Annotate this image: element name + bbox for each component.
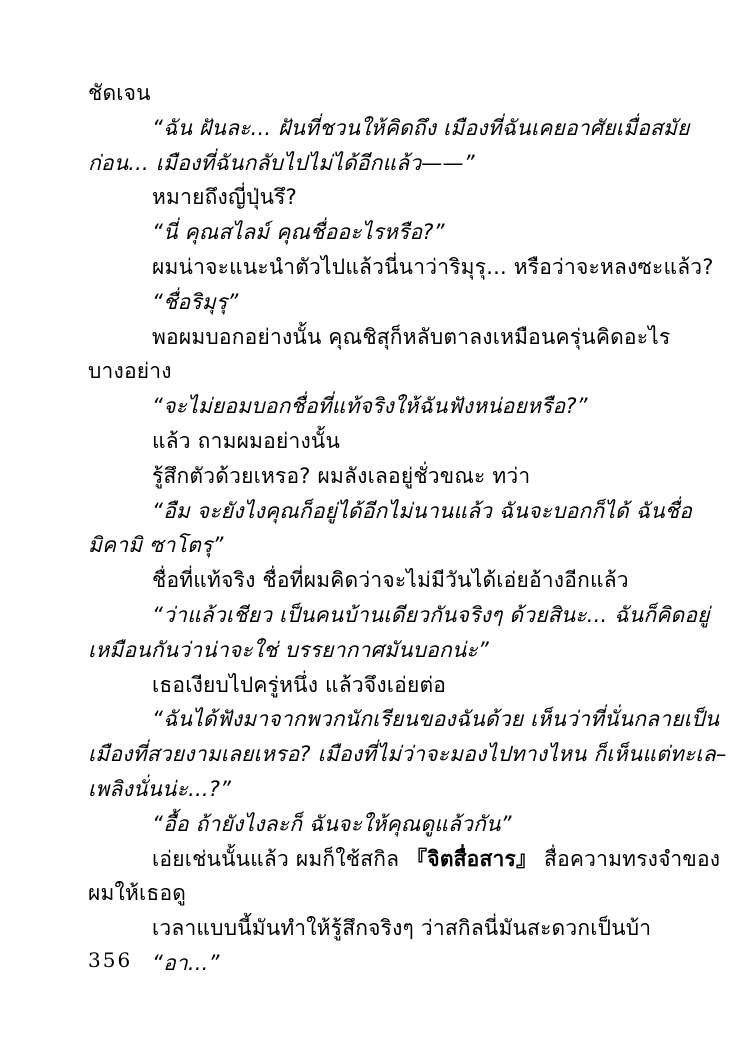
text-run: “ว่าแล้วเชียว เป็นคนบ้านเดียวกันจริงๆ ด้วยสินะ... ฉันก็คิดอยู่ xyxy=(152,602,710,627)
text-run: “นี่ คุณสไลม์ คุณชื่ออะไรหรือ?” xyxy=(152,220,445,245)
text-run: ผมให้เธอดู xyxy=(88,881,187,906)
text-line xyxy=(88,668,660,703)
text-run: เวลาแบบนี้มันทำให้รู้สึกจริงๆ ว่าสกิลนี่มันสะดวกเป็นบ้า xyxy=(152,916,652,941)
text-line xyxy=(88,563,660,598)
text-run: สื่อความทรงจำของ xyxy=(537,846,721,871)
text-line xyxy=(88,76,660,111)
text-line xyxy=(88,494,693,529)
text-line xyxy=(88,389,660,424)
text-run: “อา...” xyxy=(152,950,220,975)
text-line xyxy=(88,911,660,946)
page-number: 356 xyxy=(88,948,133,972)
text-line xyxy=(88,598,710,633)
text-run: บางอย่าง xyxy=(88,359,172,384)
text-run: เหมือนกันว่าน่าจะใช่ บรรยากาศมันบอกน่ะ” xyxy=(88,637,489,662)
text-run: ผมน่าจะแนะนำตัวไปแล้วนี่นาว่าริมุรุ... หรือว่าจะหลงซะแล้ว? xyxy=(152,254,714,279)
text-line xyxy=(88,215,660,250)
text-run: ชัดเจน xyxy=(88,81,151,105)
text-run: “อืม จะยังไงคุณก็อยู่ได้อีกไม่นานแล้ว ฉันจะบอกก็ได้ ฉันชื่อ xyxy=(152,498,693,523)
text-run: ชื่อที่แท้จริง ชื่อที่ผมคิดว่าจะไม่มีวันได้เอ่ยอ้างอีกแล้ว xyxy=(152,568,629,593)
text-run: เพลิงนั่นน่ะ...?” xyxy=(88,776,232,801)
text-run: รู้สึกตัวด้วยเหรอ? ผมลังเลอยู่ชั่วขณะ ทว่า xyxy=(152,463,531,488)
text-run: “ฉันได้ฟังมาจากพวกนักเรียนของฉันด้วย เห็นว่าที่นั่นกลายเป็น xyxy=(152,707,720,732)
text-line xyxy=(88,876,660,911)
text-run: ก่อน... เมืองที่ฉันกลับไปไม่ได้อีกแล้ว——” xyxy=(88,150,475,175)
text-line xyxy=(88,180,660,215)
text-run: เมืองที่สวยงามเลยเหรอ? เมืองที่ไม่ว่าจะมองไปทางไหน ก็เห็นแต่ทะเล– xyxy=(88,742,727,767)
text-line xyxy=(88,737,727,772)
text-run: “อื้อ ถ้ายังไงละก็ ฉันจะให้คุณดูแล้วกัน” xyxy=(152,811,512,836)
text-line xyxy=(88,424,660,459)
text-line xyxy=(88,459,660,494)
text-line xyxy=(88,772,660,807)
text-line xyxy=(88,354,660,389)
text-line xyxy=(88,633,660,668)
text-line xyxy=(88,842,721,877)
text-run: เธอเงียบไปครู่หนึ่ง แล้วจึงเอ่ยต่อ xyxy=(152,672,447,697)
text-line xyxy=(88,946,660,981)
text-run: พอผมบอกอย่างนั้น คุณชิสุก็หลับตาลงเหมือนครุ่นคิดอะไร xyxy=(152,324,671,349)
text-line xyxy=(88,702,720,737)
text-run: “ฉัน ฝันละ... ฝันที่ชวนให้คิดถึง เมืองที่ฉันเคยอาศัยเมื่อสมัย xyxy=(152,115,690,140)
text-run: เอ่ยเช่นนั้นแล้ว ผมก็ใช้สกิล xyxy=(152,846,407,871)
text-line xyxy=(88,146,660,181)
text-line xyxy=(88,285,660,320)
skill-name-bold: 『จิตสื่อสาร』 xyxy=(406,846,538,871)
text-run: “จะไม่ยอมบอกชื่อที่แท้จริงให้ฉันฟังหน่อยหรือ?” xyxy=(152,394,588,419)
text-run: มิคามิ ซาโตรุ” xyxy=(88,533,224,558)
text-line xyxy=(88,111,690,146)
text-run: หมายถึงญี่ปุ่นรึ? xyxy=(152,185,297,210)
text-run: “ชื่อริมุรุ” xyxy=(152,289,239,314)
text-line xyxy=(88,807,660,842)
text-line xyxy=(88,320,671,355)
text-line xyxy=(88,528,660,563)
text-run: แล้ว ถามผมอย่างนั้น xyxy=(152,428,341,453)
text-line xyxy=(88,250,714,285)
page-text xyxy=(88,76,727,981)
